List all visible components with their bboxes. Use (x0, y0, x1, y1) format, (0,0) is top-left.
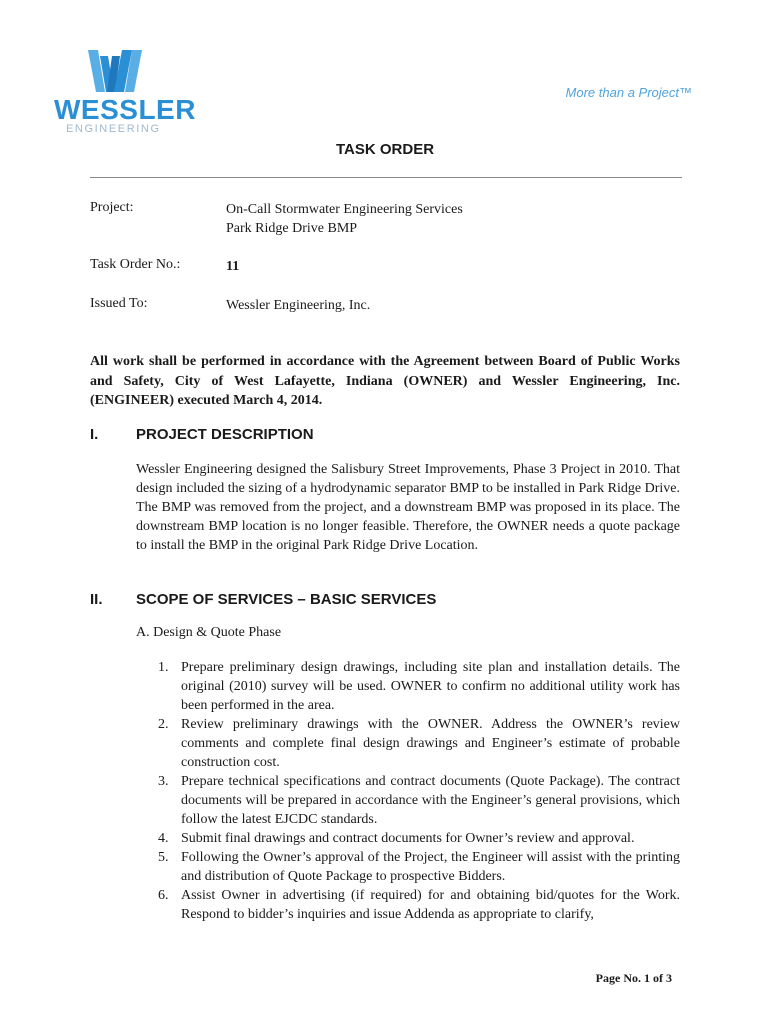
page-number: Page No. 1 of 3 (595, 971, 672, 985)
list-item (150, 848, 680, 886)
task-order-label: Task Order No.: (90, 257, 181, 272)
list-item-text: Prepare technical specifications and contract documents (Quote Package). The contract documents will be prepared in accordance with the Engineer’s general provisions, which follow the latest EJCDC standards. (181, 774, 680, 827)
logo-wordmark: WESSLER (54, 94, 196, 125)
title-divider (90, 177, 682, 178)
list-item (150, 829, 680, 848)
list-item-number: 5. (158, 850, 169, 865)
design-quote-phase-heading: A. Design & Quote Phase (136, 625, 282, 640)
tagline: More than a Project™ (565, 85, 692, 100)
issued-to-value: Wessler Engineering, Inc. (226, 298, 371, 313)
list-item-number: 2. (158, 717, 169, 732)
project-label: Project: (90, 200, 134, 215)
list-item-text: Assist Owner in advertising (if required) for and obtaining bid/quotes for the Work. Respond to bidder’s inquiries and issue Addenda as appropriate to clarify, (181, 888, 680, 922)
issued-to-label: Issued To: (90, 296, 148, 311)
project-description-paragraph: Wessler Engineering designed the Salisbury Street Improvements, Phase 3 Project in 2010. That design included the sizing of a hydrodynamic separator BMP to be installed in Park Ridge Drive. The BMP was removed from the project, and a downstream BMP was proposed in its place. The downstream BMP location is no longer feasible. Therefore, the OWNER needs a quote package to install the BMP in the original Park Ridge Drive Location. (136, 462, 680, 553)
project-value (226, 200, 463, 238)
list-item (150, 772, 680, 829)
list-item (150, 658, 680, 715)
section-2-title: SCOPE OF SERVICES – BASIC SERVICES (136, 591, 437, 608)
document-title: TASK ORDER (335, 141, 435, 158)
list-item-number: 4. (158, 831, 169, 846)
list-item-text: Submit final drawings and contract documents for Owner’s review and approval. (181, 831, 635, 846)
company-logo (54, 50, 196, 136)
section-1-number: I. (90, 426, 99, 443)
list-item-number: 6. (158, 888, 169, 903)
list-item (150, 886, 680, 924)
list-item-text: Prepare preliminary design drawings, including site plan and installation details. The original (2010) survey will be used. OWNER to confirm no additional utility work has been performed in the area. (181, 660, 680, 713)
logo-subtitle: ENGINEERING (66, 123, 161, 135)
section-2-number: II. (90, 591, 103, 608)
task-order-value: 11 (226, 259, 240, 274)
agreement-statement: All work shall be performed in accordance with the Agreement between Board of Public Works and Safety, City of West Lafayette, Indiana (OWNER) and Wessler Engineering, Inc. (ENGINEER) executed March 4, 2014. (90, 354, 680, 408)
list-item-text: Review preliminary drawings with the OWNER. Address the OWNER’s review comments and complete final design drawings and Engineer’s estimate of probable construction cost. (181, 717, 680, 770)
list-item (150, 715, 680, 772)
project-value-line-1: On-Call Stormwater Engineering Services (226, 202, 463, 217)
list-item-number: 1. (158, 660, 169, 675)
list-item-text: Following the Owner’s approval of the Project, the Engineer will assist with the printing and distribution of Quote Package to prospective Bidders. (181, 850, 680, 884)
wessler-w-mark-icon (88, 50, 142, 92)
section-1-title: PROJECT DESCRIPTION (136, 426, 314, 443)
list-item-number: 3. (158, 774, 169, 789)
project-value-line-2: Park Ridge Drive BMP (226, 221, 358, 236)
scope-items-list (150, 658, 680, 924)
